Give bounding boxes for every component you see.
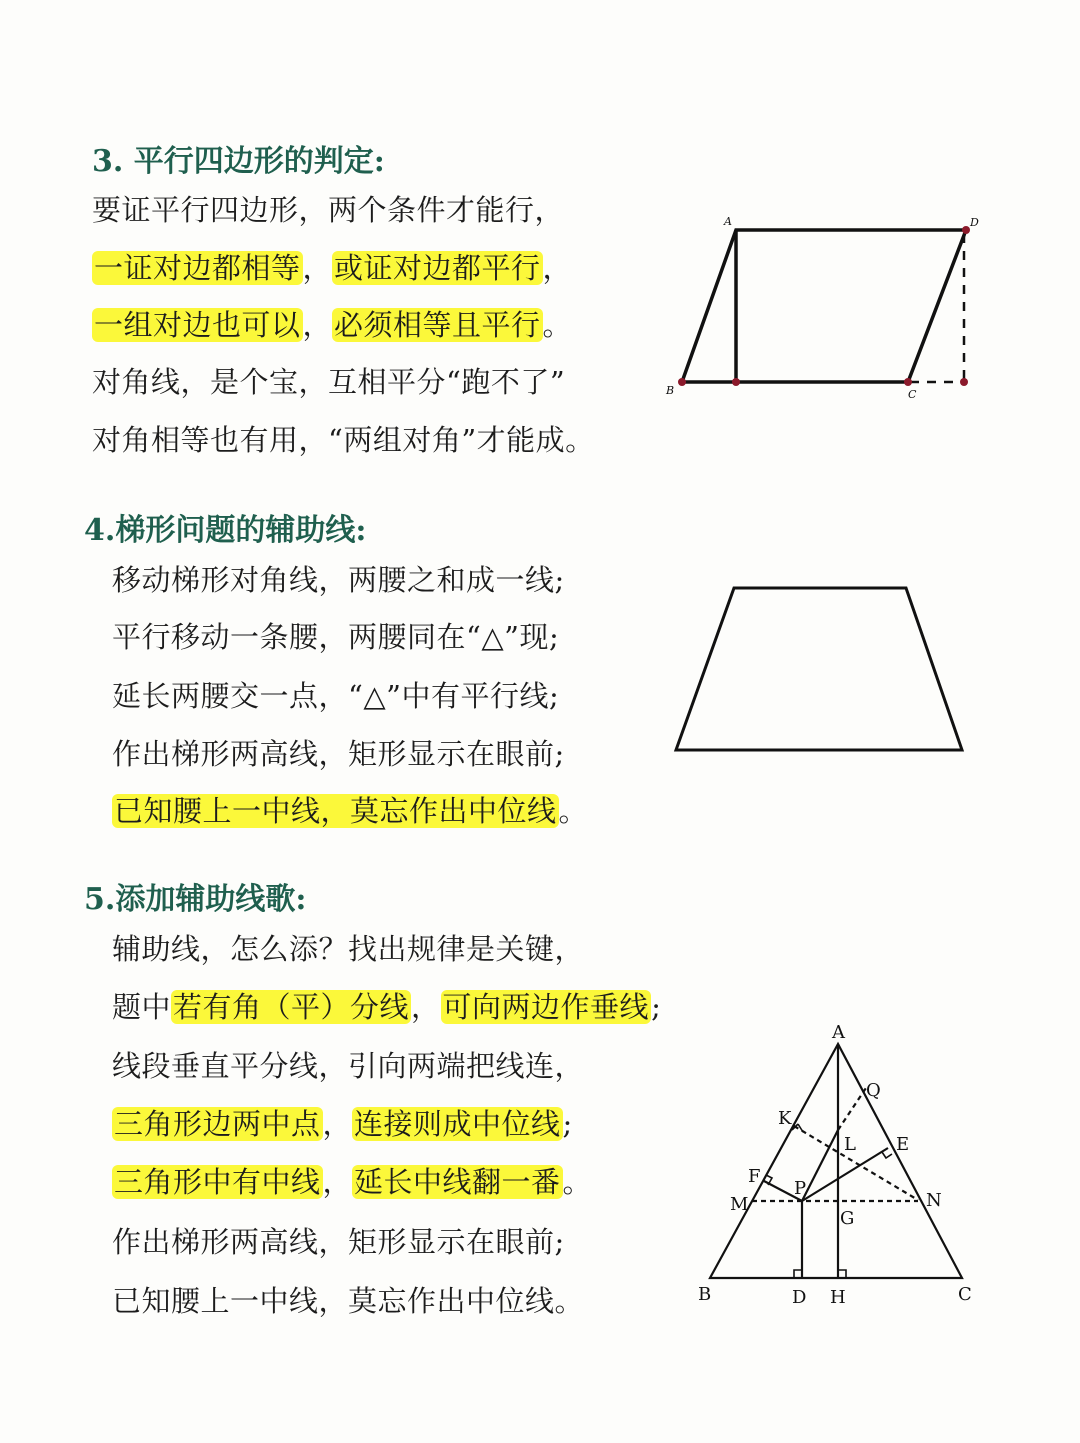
label-m: M — [730, 1194, 749, 1215]
punct: ， — [411, 990, 441, 1024]
label-f: F — [748, 1166, 761, 1187]
label-c: C — [908, 388, 917, 401]
triangle-outline — [710, 1044, 962, 1278]
section4-line3: 延长两腰交一点，“△”中有平行线; — [112, 679, 560, 713]
point-d — [962, 226, 970, 234]
section5-line7: 已知腰上一中线，莫忘作出中位线。 — [112, 1284, 585, 1318]
trapezoid-outline — [676, 588, 962, 750]
label-p: P — [794, 1178, 807, 1199]
point-dashed-foot — [960, 378, 968, 386]
label-a: A — [724, 215, 732, 228]
section5-line4 — [112, 1102, 573, 1146]
highlight-text: 若有角（平）分线 — [173, 990, 410, 1024]
label-h: H — [830, 1287, 846, 1308]
section3-line3 — [92, 303, 572, 347]
highlight-text: 一组对边也可以 — [94, 308, 301, 342]
right-angle-e — [882, 1152, 892, 1158]
punct: 。 — [558, 794, 589, 828]
label-b: B — [698, 1284, 712, 1305]
section5-line6: 作出梯形两高线，矩形显示在眼前; — [112, 1225, 565, 1259]
highlight-text: 或证对边都平行 — [334, 251, 541, 285]
punct: ， — [302, 308, 333, 342]
section4-heading: 4.梯形问题的辅助线: — [84, 513, 367, 548]
label-q: Q — [866, 1080, 881, 1101]
highlight-text: 连接则成中位线 — [354, 1107, 561, 1141]
punct: ; — [651, 990, 662, 1024]
dashed-lq — [838, 1088, 866, 1130]
section4-line2: 平行移动一条腰，两腰同在“△”现; — [112, 620, 560, 654]
section5-line3: 线段垂直平分线，引向两端把线连， — [112, 1049, 585, 1083]
highlight-text: 已知腰上一中线，莫忘作出中位线 — [114, 794, 557, 828]
section5-line1: 辅助线，怎么添？找出规律是关键， — [112, 932, 585, 966]
label-n: N — [926, 1190, 942, 1211]
section3-line4: 对角线，是个宝，互相平分“跑不了” — [92, 365, 566, 399]
punct: ; — [562, 1107, 573, 1141]
section3-heading: 3. 平行四边形的判定: — [92, 144, 385, 179]
label-d: D — [970, 216, 979, 229]
section5-heading: 5.添加辅助线歌: — [84, 882, 307, 917]
triangle-figure — [690, 1020, 990, 1320]
punct: 。 — [542, 308, 573, 342]
right-angle-k2 — [798, 1124, 803, 1132]
label-k: K — [778, 1108, 792, 1129]
highlight-text: 三角形中有中线 — [114, 1165, 321, 1199]
highlight-text: 延长中线翻一番 — [354, 1165, 561, 1199]
section3-line5: 对角相等也有用，“两组对角”才能成。 — [92, 423, 595, 457]
right-angle-d — [794, 1270, 802, 1278]
highlight-text: 三角形边两中点 — [114, 1107, 321, 1141]
label-e: E — [896, 1134, 910, 1155]
punct: ， — [322, 1165, 353, 1199]
label-l: L — [844, 1134, 856, 1155]
section5-line5 — [112, 1160, 592, 1204]
point-b — [678, 378, 686, 386]
section4-line4: 作出梯形两高线，矩形显示在眼前; — [112, 737, 565, 771]
label-a: A — [832, 1022, 845, 1043]
section3-line2 — [92, 246, 572, 290]
section4-line1: 移动梯形对角线，两腰之和成一线; — [112, 563, 565, 597]
label-g: G — [840, 1208, 855, 1229]
section3-line1: 要证平行四边形，两个条件才能行， — [92, 193, 565, 227]
label-b: B — [666, 384, 675, 397]
text: 题中 — [112, 990, 172, 1024]
point-c — [904, 378, 912, 386]
parallelogram-outline — [682, 230, 966, 382]
highlight-text: 必须相等且平行 — [334, 308, 541, 342]
punct: ， — [302, 251, 333, 285]
punct: ， — [542, 251, 573, 285]
label-d: D — [792, 1287, 807, 1308]
section4-line5 — [112, 789, 588, 833]
punct: ， — [322, 1107, 353, 1141]
label-c: C — [958, 1284, 972, 1305]
trapezoid-figure — [670, 580, 970, 760]
punct: 。 — [562, 1165, 593, 1199]
parallelogram-figure — [660, 210, 980, 400]
highlight-text: 可向两边作垂线 — [442, 990, 650, 1024]
point-foot — [732, 378, 740, 386]
highlight-text: 一证对边都相等 — [94, 251, 301, 285]
right-angle-h — [838, 1270, 846, 1278]
section5-line2 — [112, 985, 661, 1029]
